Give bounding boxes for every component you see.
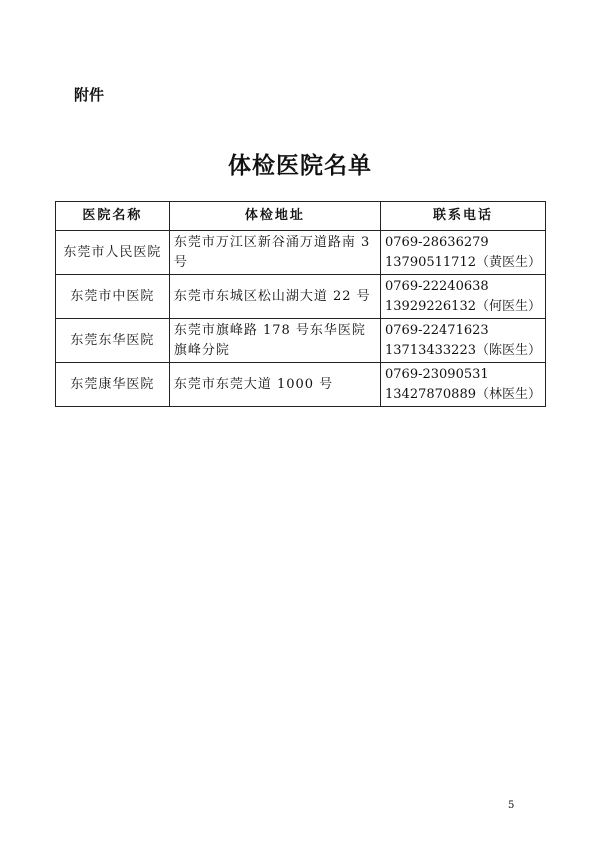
- address-cell: 东莞市旗峰路 178 号东华医院旗峰分院: [169, 319, 380, 363]
- mobile-number: 13713433223（陈医生）: [385, 342, 541, 358]
- table-row: [56, 275, 546, 319]
- mobile-number: 13790511712（黄医生）: [385, 254, 541, 270]
- table-row: [56, 319, 546, 363]
- hospital-name-cell: 东莞东华医院: [56, 319, 170, 363]
- hospital-table: [55, 201, 546, 407]
- header-address: 体检地址: [169, 202, 380, 231]
- header-phone: 联系电话: [381, 202, 546, 231]
- header-hospital-name: 医院名称: [56, 202, 170, 231]
- table-row: [56, 363, 546, 407]
- landline-number: 0769-23090531: [385, 366, 489, 382]
- phone-cell: [381, 231, 546, 275]
- mobile-number: 13929226132（何医生）: [385, 298, 541, 314]
- mobile-number: 13427870889（林医生）: [385, 386, 541, 402]
- hospital-name-cell: 东莞康华医院: [56, 363, 170, 407]
- attachment-label: 附件: [74, 86, 105, 104]
- address-cell: 东莞市东城区松山湖大道 22 号: [169, 275, 380, 319]
- table-row: [56, 231, 546, 275]
- table-body: [56, 231, 546, 407]
- phone-cell: [381, 363, 546, 407]
- address-cell: 东莞市万江区新谷涌万道路南 3 号: [169, 231, 380, 275]
- landline-number: 0769-28636279: [385, 234, 489, 250]
- hospital-name-cell: 东莞市人民医院: [56, 231, 170, 275]
- phone-cell: [381, 275, 546, 319]
- page-number: 5: [508, 800, 515, 811]
- landline-number: 0769-22240638: [385, 278, 489, 294]
- document-title: 体检医院名单: [228, 153, 372, 179]
- header-row: [56, 202, 546, 231]
- phone-cell: [381, 319, 546, 363]
- table-header: [56, 202, 546, 231]
- address-cell: 东莞市东莞大道 1000 号: [169, 363, 380, 407]
- hospital-name-cell: 东莞市中医院: [56, 275, 170, 319]
- landline-number: 0769-22471623: [385, 322, 489, 338]
